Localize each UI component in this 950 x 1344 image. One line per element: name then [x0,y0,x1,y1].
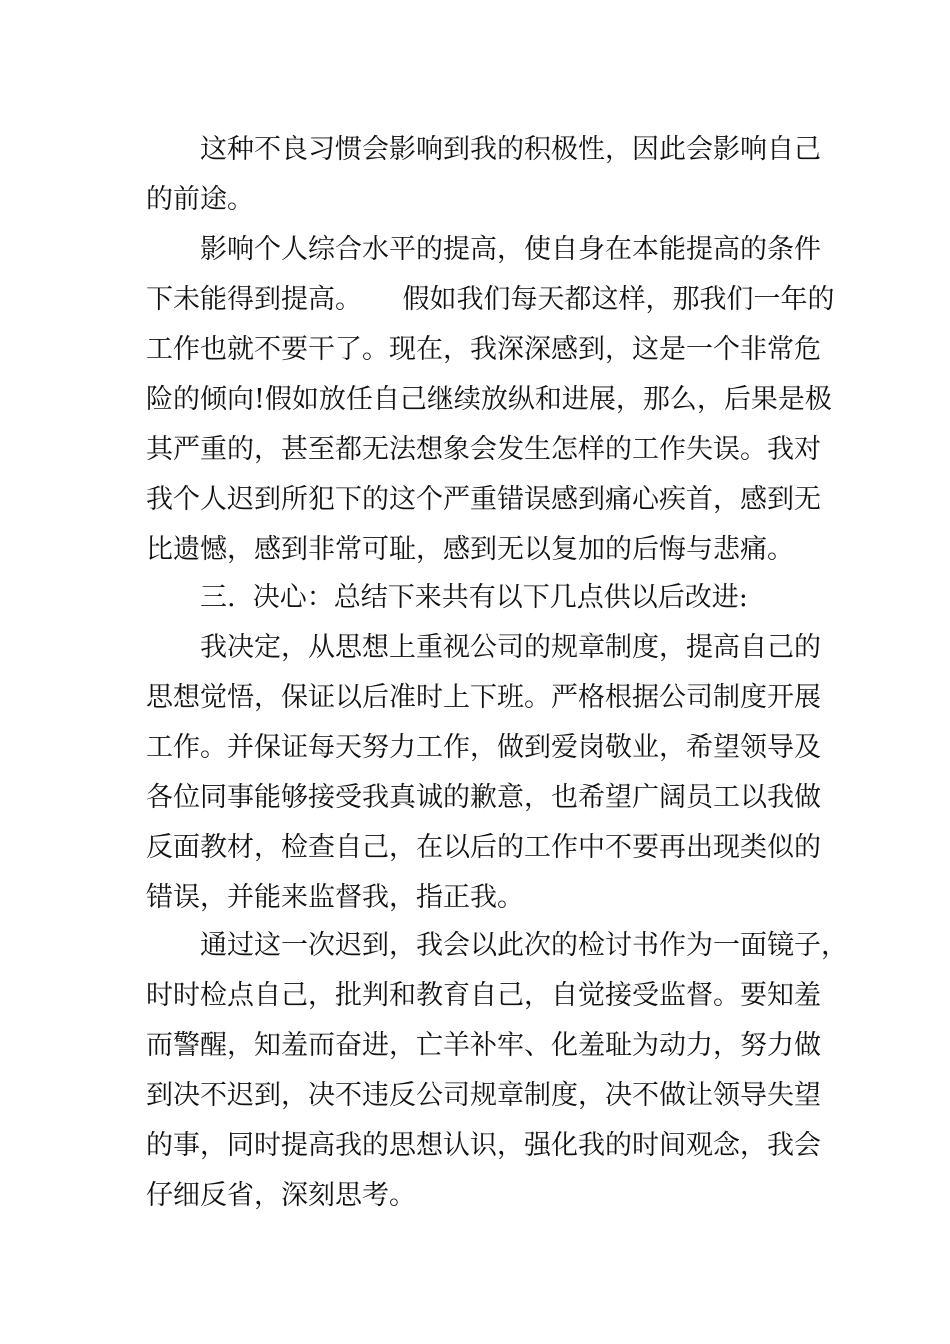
section-heading: 三. 决心：总结下来共有以下几点供以后改进: [200,582,748,613]
text-line: 反面教材，检查自己，在以后的工作中不要再出现类似的 [146,832,821,863]
text-line: 各位同事能够接受我真诚的歉意，也希望广阔员工以我做 [146,782,821,813]
text-line: 我个人迟到所犯下的这个严重错误感到痛心疾首，感到无 [146,484,821,515]
text-line: 影响个人综合水平的提高，使自身在本能提高的条件 [200,234,821,265]
text-line: 而警醒，知羞而奋进，亡羊补牢、化羞耻为动力，努力做 [146,1030,821,1061]
text-line: 我决定，从思想上重视公司的规章制度，提高自己的 [200,632,821,663]
text-line: 到决不迟到，决不违反公司规章制度，决不做让领导失望 [146,1080,821,1111]
text-line: 其严重的，甚至都无法想象会发生怎样的工作失误。我对 [146,434,821,465]
text-line: 仔细反省，深刻思考。 [146,1180,416,1211]
text-line: 险的倾向!假如放任自己继续放纵和进展，那么，后果是极 [146,384,832,415]
text-line: 通过这一次迟到，我会以此次的检讨书作为一面镜子， [200,930,848,961]
text-line: 下未能得到提高。 假如我们每天都这样，那我们一年的 [146,284,835,315]
text-line: 的前途。 [146,184,254,215]
text-line: 错误，并能来监督我，指正我。 [146,882,524,913]
text-line: 思想觉悟，保证以后准时上下班。严格根据公司制度开展 [146,682,821,713]
text-line: 比遗憾，感到非常可耻，感到无以复加的后悔与悲痛。 [146,534,794,565]
text-line: 工作。并保证每天努力工作，做到爱岗敬业，希望领导及 [146,732,821,763]
text-line: 这种不良习惯会影响到我的积极性，因此会影响自己 [200,134,821,165]
text-line: 工作也就不要干了。现在，我深深感到，这是一个非常危 [146,334,821,365]
text-line: 的事，同时提高我的思想认识，强化我的时间观念，我会 [146,1130,821,1161]
text-line: 时时检点自己，批判和教育自己，自觉接受监督。要知羞 [146,980,821,1011]
